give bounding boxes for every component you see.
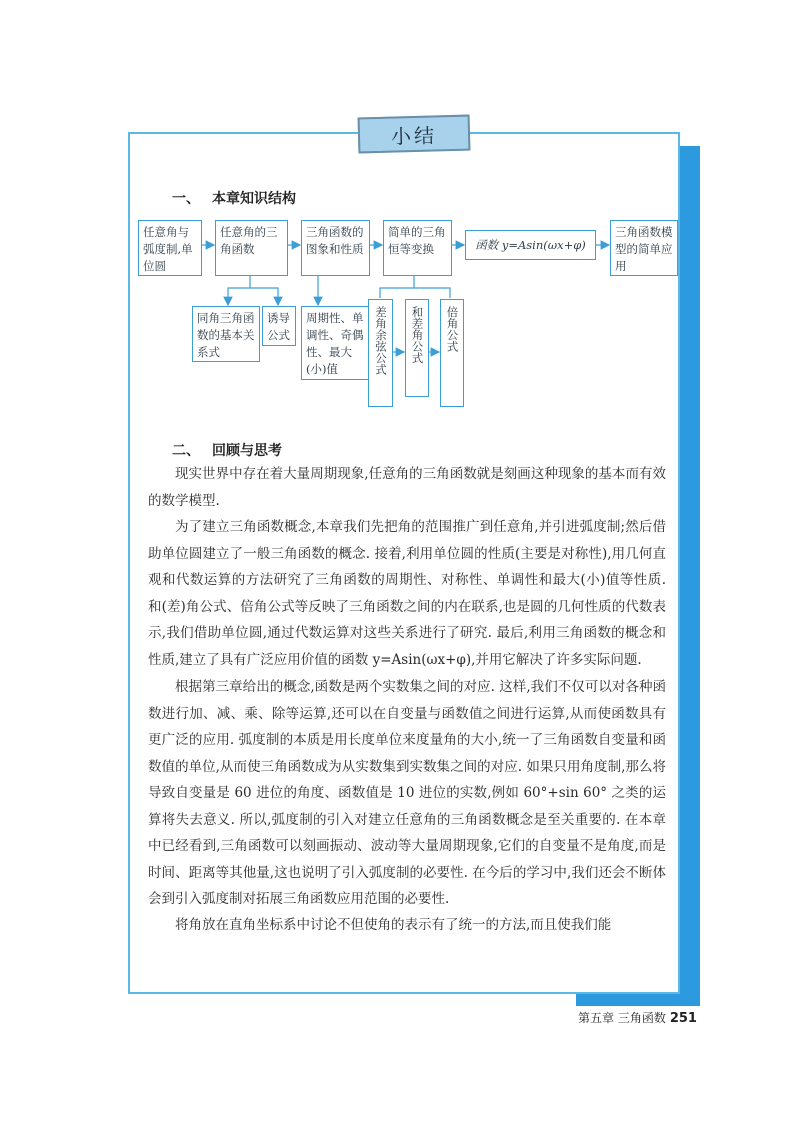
section-number: 二、 xyxy=(172,443,200,459)
node-graph-properties: 三角函数的图象和性质 xyxy=(301,220,370,276)
footer-chapter: 第五章 三角函数 xyxy=(578,1011,666,1025)
page-footer xyxy=(578,1009,697,1026)
node-reduction-formula: 诱导公式 xyxy=(262,306,296,346)
paragraph-1: 现实世界中存在着大量周期现象,任意角的三角函数就是刻画这种现象的基本而有效的数学模型. xyxy=(148,466,666,509)
paragraph-4: 将角放在直角坐标系中讨论不但使角的表示有了统一的方法,而且使我们能 xyxy=(175,917,612,933)
section-title: 回顾与思考 xyxy=(212,443,282,459)
node-identity-transform: 简单的三角恒等变换 xyxy=(383,220,452,276)
node-sum-difference: 和差角公式 xyxy=(405,299,429,397)
line-n4-n10 xyxy=(380,275,414,298)
node-trig-applications: 三角函数模型的简单应用 xyxy=(610,220,678,276)
knowledge-structure-diagram xyxy=(0,0,800,450)
node-trig-functions: 任意角的三角函数 xyxy=(215,220,288,276)
node-angle-radian: 任意角与弧度制,单位圆 xyxy=(138,220,202,276)
paragraph-2: 为了建立三角函数概念,本章我们先把角的范围推广到任意角,并引进弧度制;然后借助单位圆建立了一般三角函数的概念. 接着,利用单位圆的性质(主要是对称性),用几何直观和代数运算的方法研究了三角函数的周期性、对称性、单调性和最大(小)值等性质. 和(差)角公式、倍角公式等反映了三角函数之间的内在联系,也是圆的几何性质的代数表示,我们借助单位圆,通过代数运算对这些关系进行了研究. 最后,利用三角函数的概念和性质,建立了具有广泛应用价值的函数 y=Asin(ωx+φ),并用它解决了许多实际问题. xyxy=(148,519,666,668)
section-heading-review xyxy=(172,440,282,460)
node-periodicity-monotonicity: 周期性、单调性、奇偶性、最大(小)值 xyxy=(301,306,370,380)
arrow-n2-n7 xyxy=(228,275,250,305)
line-n4-n12 xyxy=(414,288,450,298)
node-difference-cosine: 差角余弦公式 xyxy=(368,299,393,407)
page-number: 251 xyxy=(669,1011,697,1026)
arrow-n2-n8 xyxy=(250,288,278,305)
node-function-asin: 函数 y=Asin(ωx+φ) xyxy=(465,230,596,260)
section-number: 一、 xyxy=(172,191,200,207)
node-same-angle-relations: 同角三角函数的基本关系式 xyxy=(192,306,260,362)
paragraph-3: 根据第三章给出的概念,函数是两个实数集之间的对应. 这样,我们不仅可以对各种函数进行加、减、乘、除等运算,还可以在自变量与函数值之间进行运算,从而使函数具有更广泛的应用. 弧度制的本质是用长度单位来度量角的大小,统一了三角函数自变量和函数值的单位,从而使三角函数成为从实数集到实数集之间的对应. 如果只用角度制,那么将导致自变量是 60 进位的角度、函数值是 10 进位的实数,例如 60°+sin 60° 之类的运算将失去意义. 所以,弧度制的引入对建立任意角的三角函数概念是至关重要的. 在本章中已经看到,三角函数可以刻画振动、波动等大量周期现象,它们的自变量不是角度,而是时间、距离等其他量,这也说明了引入弧度制的必要性. 在今后的学习中,我们还会不断体会到引入弧度制对拓展三角函数应用范围的必要性. xyxy=(148,679,666,907)
page-title: 小结 xyxy=(390,122,438,149)
section-title: 本章知识结构 xyxy=(212,191,296,207)
node-double-angle: 倍角公式 xyxy=(440,299,464,407)
